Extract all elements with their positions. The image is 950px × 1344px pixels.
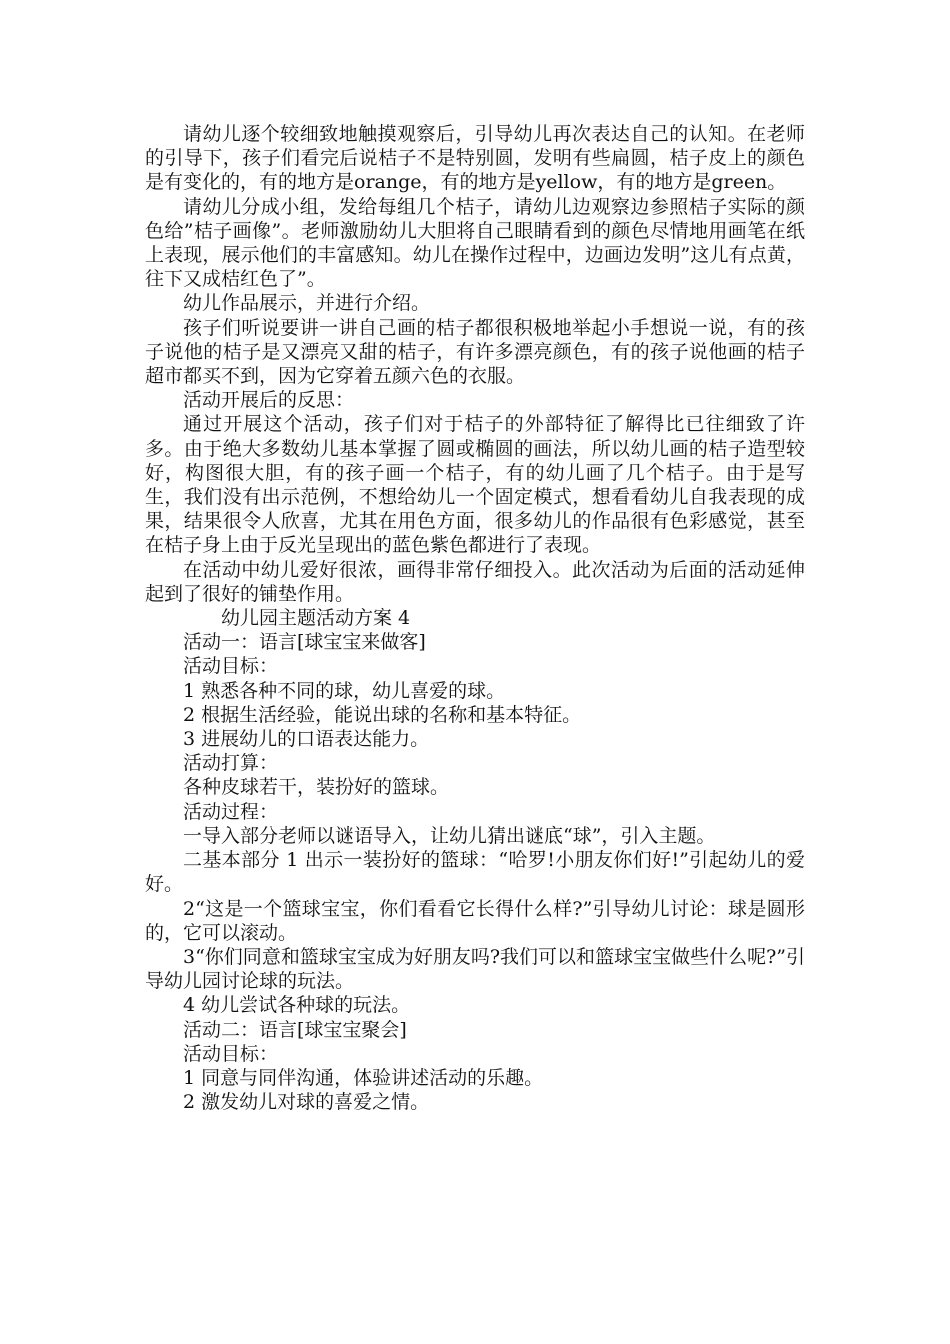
paragraph: 幼儿作品展示，并进行介绍。 — [183, 292, 431, 315]
line: 2 根据生活经验，能说出球的名称和基本特征。 — [183, 703, 582, 726]
line: 二基本部分 1 出示一装扮好的篮球：“哈罗!小朋友你们好!”引起幼儿的爱好。 — [145, 849, 805, 896]
document-body — [145, 122, 805, 1114]
line: 3 进展幼儿的口语表达能力。 — [183, 728, 430, 751]
line: 各种皮球若干，装扮好的篮球。 — [183, 776, 450, 799]
line: 活动目标： — [183, 655, 279, 678]
line: 4 幼儿尝试各种球的玩法。 — [183, 994, 411, 1017]
paragraph: 孩子们听说要讲一讲自己画的桔子都很积极地举起小手想说一说，有的孩子说他的桔子是又漂亮又甜的桔子，有许多漂亮颜色，有的孩子说他画的桔子超市都买不到，因为它穿着五颜六色的衣服。 — [145, 316, 805, 388]
line: 活动目标： — [183, 1042, 279, 1065]
line: 3“你们同意和篮球宝宝成为好朋友吗?我们可以和篮球宝宝做些什么呢?”引导幼儿园讨论球的玩法。 — [145, 945, 805, 993]
paragraph: 请幼儿分成小组，发给每组几个桔子，请幼儿边观察边参照桔子实际的颜色给”桔子画像”。老师激励幼儿大胆将自己眼睛看到的颜色尽情地用画笔在纸上表现，展示他们的丰富感知。幼儿在操作过程中，边画边发明”这儿有点黄，往下又成桔红色了”。 — [145, 195, 805, 291]
line: 2“这是一个篮球宝宝，你们看看它长得什么样?”引导幼儿讨论：球是圆形的，它可以滚动。 — [145, 897, 805, 944]
activity-title: 活动二：语言[球宝宝聚会] — [183, 1018, 407, 1041]
paragraph: 通过开展这个活动，孩子们对于桔子的外部特征了解得比已往细致了许多。由于绝大多数幼儿基本掌握了圆或椭圆的画法，所以幼儿画的桔子造型较好，构图很大胆，有的孩子画一个桔子，有的幼儿画了几个桔子。由于是写生，我们没有出示范例，不想给幼儿一个固定模式，想看看幼儿自我表现的成果，结果很令人欣喜，尤其在用色方面，很多幼儿的作品很有色彩感觉，甚至在桔子身上由于反光呈现出的蓝色紫色都进行了表现。 — [145, 413, 805, 557]
activity-title: 活动一：语言[球宝宝来做客] — [183, 631, 426, 654]
line: 2 激发幼儿对球的喜爱之情。 — [183, 1091, 430, 1114]
paragraph: 在活动中幼儿爱好很浓，画得非常仔细投入。此次活动为后面的活动延伸起到了很好的铺垫作用。 — [145, 558, 805, 605]
line: 活动打算： — [183, 752, 279, 775]
line: 1 同意与同伴沟通，体验讲述活动的乐趣。 — [183, 1066, 544, 1089]
paragraph: 活动开展后的反思： — [183, 389, 355, 412]
line: 1 熟悉各种不同的球，幼儿喜爱的球。 — [183, 679, 506, 702]
section-title: 幼儿园主题活动方案 4 — [221, 607, 411, 630]
line: 活动过程： — [183, 800, 279, 823]
line: 一导入部分老师以谜语导入，让幼儿猜出谜底“球”，引入主题。 — [183, 824, 716, 847]
paragraph: 请幼儿逐个较细致地触摸观察后，引导幼儿再次表达自己的认知。在老师的引导下，孩子们看完后说桔子不是特别圆，发明有些扁圆，桔子皮上的颜色是有变化的，有的地方是orange，有的地方是yellow，有的地方是green。 — [145, 123, 805, 194]
